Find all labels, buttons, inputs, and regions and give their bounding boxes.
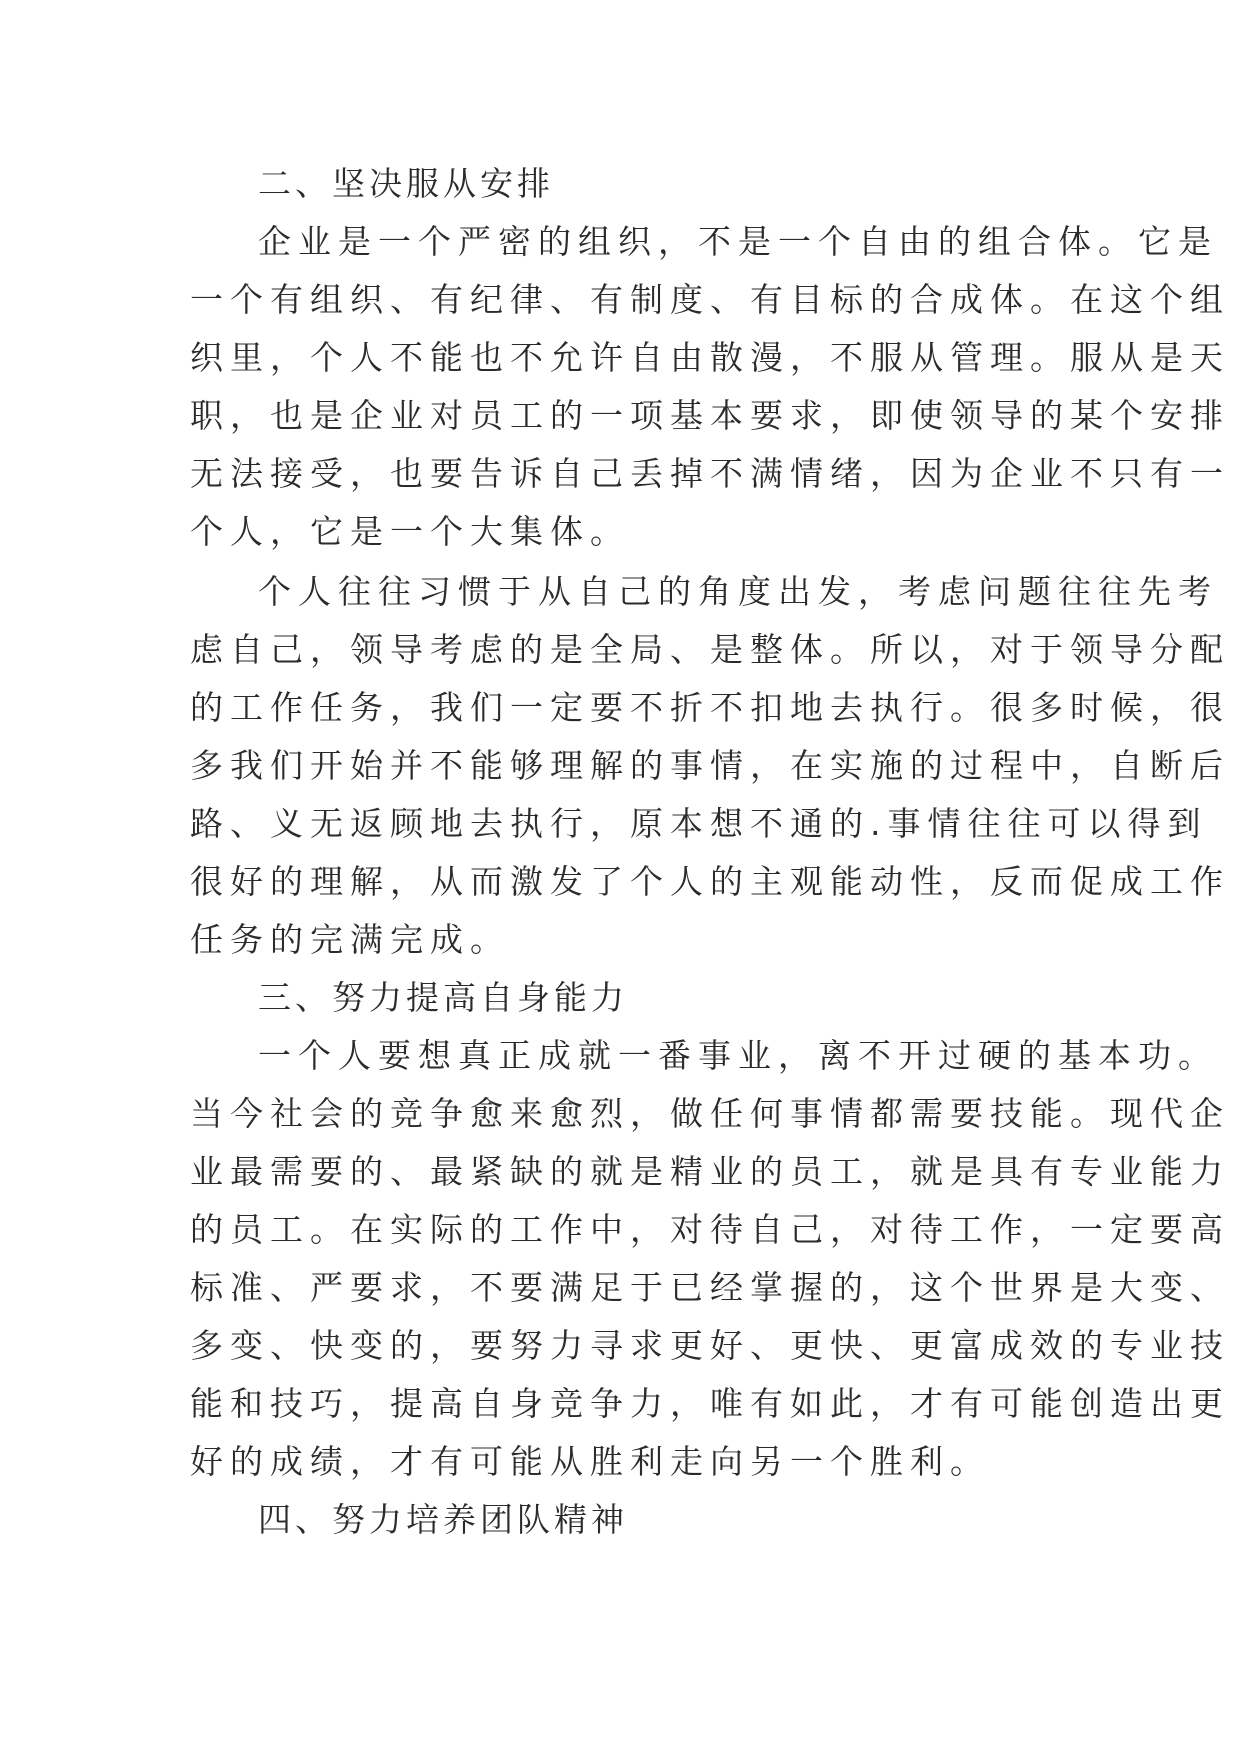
paragraph-line: 好的成绩，才有可能从胜利走向另一个胜利。 [190, 1442, 990, 1481]
paragraph-line: 织里，个人不能也不允许自由散漫，不服从管理。服从是天 [190, 338, 1230, 377]
section-heading-4: 四、努力培养团队精神 [258, 1500, 628, 1539]
paragraph-line: 能和技巧，提高自身竞争力，唯有如此，才有可能创造出更 [190, 1384, 1230, 1423]
paragraph-line: 虑自己，领导考虑的是全局、是整体。所以，对于领导分配 [190, 630, 1230, 669]
paragraph-line: 当今社会的竞争愈来愈烈，做任何事情都需要技能。现代企 [190, 1094, 1230, 1133]
section-heading-3: 三、努力提高自身能力 [258, 978, 628, 1017]
paragraph-line: 无法接受，也要告诉自己丢掉不满情绪，因为企业不只有一 [190, 454, 1230, 493]
paragraph-line: 任务的完满完成。 [190, 920, 510, 959]
paragraph-line: 一个有组织、有纪律、有制度、有目标的合成体。在这个组 [190, 280, 1230, 319]
paragraph-line: 个人，它是一个大集体。 [190, 512, 630, 551]
paragraph-line: 路、义无返顾地去执行，原本想不通的.事情往往可以得到 [190, 804, 1208, 843]
paragraph-line: 多变、快变的，要努力寻求更好、更快、更富成效的专业技 [190, 1326, 1230, 1365]
paragraph-line: 标准、严要求，不要满足于已经掌握的，这个世界是大变、 [190, 1268, 1230, 1307]
paragraph-line: 很好的理解，从而激发了个人的主观能动性，反而促成工作 [190, 862, 1230, 901]
paragraph-line: 一个人要想真正成就一番事业，离不开过硬的基本功。 [258, 1036, 1218, 1075]
paragraph-line: 企业是一个严密的组织，不是一个自由的组合体。它是 [258, 222, 1218, 261]
paragraph-line: 个人往往习惯于从自己的角度出发，考虑问题往往先考 [258, 572, 1218, 611]
section-heading-2: 二、坚决服从安排 [258, 164, 554, 203]
paragraph-line: 多我们开始并不能够理解的事情，在实施的过程中，自断后 [190, 746, 1230, 785]
paragraph-line: 的工作任务，我们一定要不折不扣地去执行。很多时候，很 [190, 688, 1230, 727]
paragraph-line: 职，也是企业对员工的一项基本要求，即使领导的某个安排 [190, 396, 1230, 435]
paragraph-line: 的员工。在实际的工作中，对待自己，对待工作，一定要高 [190, 1210, 1230, 1249]
paragraph-line: 业最需要的、最紧缺的就是精业的员工，就是具有专业能力 [190, 1152, 1230, 1191]
